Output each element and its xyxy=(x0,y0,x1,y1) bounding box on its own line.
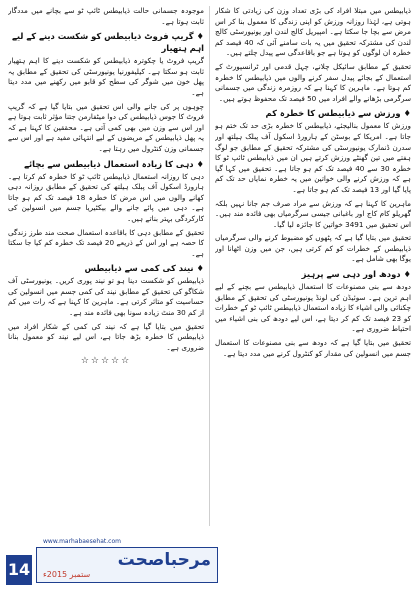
magazine-page xyxy=(6,6,413,589)
section-heading: ♦ دودھ اور دہی سے پرہیز xyxy=(301,269,411,280)
magazine-brand-band xyxy=(36,538,218,583)
paragraph: ورزش کا معمول بنالیجئے، ذیابیطس کا خطرہ بڑی حد تک ختم ہو جاتا ہے۔ امریکا کے بوسٹن کے ہارورڈ اسکول آف پبلک ہیلتھ اور سدرن ڈنمارک یونیورسٹی کی مشترکہ تحقیق کے مطابق جو لوگ ہفتے میں تین گھنٹے ورزش کرتے ہیں ان میں ذیابیطس ٹائپ ٹو کا خطرہ 30 سے 40 فیصد تک کم ہو جاتا ہے۔ تحقیق میں کہا گیا ہے کہ ورزش کرنے والی خواتین میں یہ خطرہ نمایاں حد تک کم پایا گیا اور 13 فیصد تک کم ہو جاتا ہے۔ xyxy=(215,121,411,194)
paragraph: ذیابیطس کو شکست دینا ہو تو نیند پوری کریں۔ یونیورسٹی آف شکاگو کی تحقیق کے مطابق نیند کی کمی جسم میں انسولین کی حساسیت کو متاثر کرتی ہے۔ ماہرین کا کہنا ہے کہ رات میں کم از کم 30 منٹ زیادہ سونا بھی فائدہ مند ہے۔ xyxy=(8,276,204,318)
article-column-right xyxy=(215,6,411,531)
paragraph: ماہرین کا کہنا ہے کہ ورزش سے مراد صرف جم جانا نہیں بلکہ گھریلو کام کاج اور باغبانی جیسی سرگرمیاں بھی فائدہ مند ہیں۔ اس تحقیق میں 3491 خواتین کا جائزہ لیا گیا۔ xyxy=(215,198,411,229)
paragraph: تحقیق میں بتایا گیا ہے کہ دودھ سے بنی مصنوعات کا استعمال جسم میں انسولین کی مقدار کو کنٹرول کرنے میں مدد دیتا ہے۔ xyxy=(215,338,411,358)
column-divider xyxy=(209,6,210,526)
section-heading: ♦ گریپ فروٹ ذیابیطس کو شکست دینے کے لیے اہم ہتھیار xyxy=(11,31,204,54)
page-number: 14 xyxy=(6,555,32,585)
paragraph: دودھ سے بنی مصنوعات کا استعمال ذیابیطس سے بچنے کے لیے اہم ترین ہے۔ سوئیڈن کی لونڈ یونیورسٹی کی تحقیق کے مطابق چکنائی والی اشیاء کا زیادہ استعمال ذیابیطس ٹائپ ٹو کے خطرات کو 23 فیصد تک کم کر دیتا ہے، اس لیے دودھ کی بنی اشیاء میں احتیاط ضروری ہے۔ xyxy=(215,282,411,334)
paragraph: ذیابیطس میں مبتلا افراد کی بڑی تعداد وزن کی زیادتی کا شکار ہوتی ہے، لہٰذا روزانہ ورزش کو اپنی زندگی کا معمول بنا کر اس مرض سے بچا جا سکتا ہے۔ امپیریل کالج لندن اور یونیورسٹی کالج لندن کی مشترکہ تحقیق میں یہ بات سامنے آئی کہ 40 فیصد کم خطرہ ان لوگوں کو ہوتا ہے جو باقاعدگی سے پیدل چلتے ہیں۔ xyxy=(215,6,411,58)
paragraph: تحقیق میں بتایا گیا ہے کہ پٹھوں کو مضبوط کرنے والی سرگرمیاں ذیابیطس کے خطرات کو کم کرتی ہیں، جن میں وزن اٹھانا اور یوگا بھی شامل ہے۔ xyxy=(215,233,411,264)
paragraph: تحقیق کے مطابق سائیکل چلانے، چہل قدمی اور ٹرانسپورٹ کے استعمال کے بجائے پیدل سفر کرنے والوں میں ذیابیطس کا خطرہ کم ہوتا ہے۔ ماہرین کا کہنا ہے کہ روزمرہ زندگی میں جسمانی سرگرمی بڑھانے والے افراد میں 50 فیصد تک محفوظ ہوتے ہیں۔ xyxy=(215,61,411,103)
stars-divider-icon: ☆☆☆☆☆ xyxy=(80,356,132,367)
section-heading: ♦ نیند کی کمی سے ذیابیطس xyxy=(84,263,204,274)
page-footer xyxy=(6,535,413,585)
paragraph: تحقیق میں بتایا گیا ہے کہ نیند کی کمی کے شکار افراد میں ذیابیطس کا خطرہ بڑھ جاتا ہے، اس لیے نیند کو معمول بنانا ضروری ہے۔ xyxy=(8,321,204,352)
paragraph: موجودہ جسمانی حالت ذیابیطس ٹائپ ٹو سے بچانے میں مددگار ثابت ہوتا ہے۔ xyxy=(8,6,204,26)
section-heading: ♦ ورزش سے ذیابیطس کا خطرہ کم xyxy=(265,108,411,119)
magazine-logo: مرحباصحت xyxy=(117,550,211,570)
paragraph: چوہوں پر کی جانے والی اس تحقیق میں بتایا گیا ہے کہ گریپ فروٹ کا جوس ذیابیطس کی دوا میٹفارمن جتنا مؤثر ثابت ہوتا ہے اور اس سے وزن میں بھی کمی آتی ہے۔ محققین کا کہنا ہے کہ یہ پھل ذیابیطس کے مریضوں کے لیے انتہائی مفید ہے اور اس سے جسمانی وزن کنٹرول میں رہتا ہے۔ xyxy=(8,101,204,153)
article-column-left xyxy=(8,6,204,531)
issue-date: ستمبر 2015ء xyxy=(43,570,91,579)
paragraph: دہی کا روزانہ استعمال ذیابیطس ٹائپ ٹو کا خطرہ کم کرتا ہے۔ ہارورڈ اسکول آف پبلک ہیلتھ کی تحقیق کے مطابق روزانہ دہی کھانے والوں میں اس مرض کا خطرہ 18 فیصد تک کم ہو جاتا ہے۔ دہی میں پائے جانے والے بیکٹیریا جسم میں انسولین کی کارکردگی بہتر بناتے ہیں۔ xyxy=(8,171,204,223)
section-heading: ♦ دہی کا زیادہ استعمال ذیابیطس سے بچائے xyxy=(24,158,204,169)
paragraph: تحقیق کے مطابق دہی کا باقاعدہ استعمال صحت مند طرز زندگی کا حصہ ہے اور اس کے ذریعے 20 فیصد تک خطرہ کم کیا جا سکتا ہے۔ xyxy=(8,227,204,258)
paragraph: گریپ فروٹ یا چکوترہ ذیابیطس کو شکست دینے کا اہم ہتھیار ثابت ہو سکتا ہے۔ کیلیفورنیا یونیورسٹی کی تحقیق کے مطابق یہ پھل خون میں شوگر کی سطح کو قابو میں رکھنے میں مدد دیتا ہے۔ xyxy=(8,56,204,97)
website-url[interactable]: www.marhabaesehat.com xyxy=(43,538,121,545)
